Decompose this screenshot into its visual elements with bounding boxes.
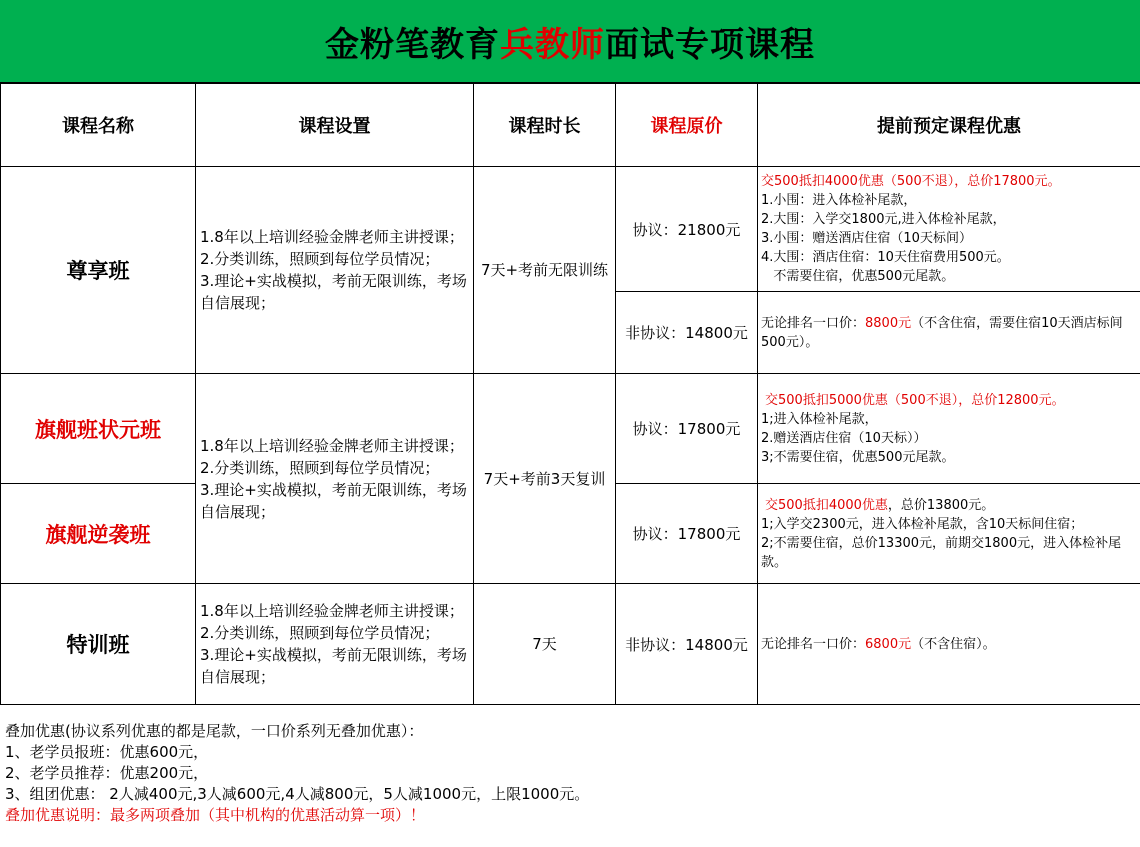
- setting-line: 2.分类训练，照顾到每位学员情况；: [200, 458, 440, 477]
- course-discount-zhuangyuan: [758, 374, 1140, 484]
- setting-line: 2.分类训练，照顾到每位学员情况；: [200, 624, 440, 642]
- footer-line: 3、组团优惠： 2人减400元,3人减600元,4人减800元，5人减1000元，上限1000元。: [5, 785, 590, 803]
- course-name-zhuangyuan: 旗舰班状元班: [1, 374, 196, 484]
- discount-line: 2;不需要住宿，总价13300元，前期交1800元，进入体检补尾款。: [761, 535, 1122, 570]
- discount-headline: [761, 496, 1137, 515]
- title-part2: 兵教师: [500, 24, 605, 65]
- course-setting-zunxiang: [196, 167, 474, 374]
- footer-line: 叠加优惠(协议系列优惠的都是尾款，一口价系列无叠加优惠）：: [5, 722, 424, 740]
- course-name-zunxiang: 尊享班: [1, 167, 196, 374]
- setting-line: 1.8年以上培训经验金牌老师主讲授课；: [200, 602, 464, 620]
- course-duration-zunxiang: 7天+考前无限训练: [474, 167, 616, 374]
- setting-line: 1.8年以上培训经验金牌老师主讲授课；: [200, 436, 464, 455]
- header-row: [1, 84, 1140, 167]
- discount-line: 不需要住宿，优惠500元尾款。: [761, 269, 955, 284]
- footer-line: 2、老学员推荐：优惠200元，: [5, 764, 209, 782]
- setting-line: 3.理论+实战模拟，考前无限训练，考场自信展现；: [200, 272, 467, 312]
- table-row: [1, 584, 1140, 705]
- course-discount-nixi: [758, 484, 1140, 584]
- discount-headline-red: 交500抵扣4000优惠: [765, 497, 888, 513]
- stacking-discount-notes: [0, 704, 1140, 847]
- discount-line: 2.大围：入学交1800元,进入体检补尾款，: [761, 212, 1006, 227]
- title-part3: 面试专项课程: [605, 24, 815, 65]
- setting-line: 3.理论+实战模拟，考前无限训练，考场自信展现；: [200, 480, 467, 521]
- page-title: [0, 0, 1140, 83]
- course-price-nixi: 协议：17800元: [616, 484, 758, 584]
- table-row: [1, 374, 1140, 484]
- discount-line: 1.小围：进入体检补尾款，: [761, 193, 917, 208]
- course-price-zunxiang-agreement: 协议：21800元: [616, 167, 758, 292]
- discount-suffix: （不含住宿）。: [911, 636, 996, 652]
- discount-line: 3.小围：赠送酒店住宿（10天标间）: [761, 231, 972, 246]
- course-price-zunxiang-nonagreement: 非协议：14800元: [616, 292, 758, 374]
- course-price-zhuangyuan: 协议：17800元: [616, 374, 758, 484]
- course-name-texun: 特训班: [1, 584, 196, 705]
- discount-headline: 交500抵扣5000优惠（500不退），总价12800元。: [765, 392, 1065, 408]
- discount-headline-rest: ，总价13800元。: [887, 497, 995, 513]
- title-part1: 金粉笔教育: [325, 24, 500, 65]
- header-duration: 课程时长: [474, 84, 616, 167]
- discount-suffix: （不含住宿，需要住宿10天酒店标间500元）。: [761, 315, 1123, 350]
- discount-line: 3;不需要住宿，优惠500元尾款。: [761, 449, 955, 465]
- footer-line: 1、老学员报班：优惠600元，: [5, 743, 209, 761]
- course-discount-zunxiang-nonagreement: [758, 292, 1140, 374]
- table-row: [1, 167, 1140, 292]
- discount-price: 8800元: [865, 315, 912, 331]
- course-setting-texun: [196, 584, 474, 705]
- discount-prefix: 无论排名一口价：: [761, 636, 866, 652]
- header-price: 课程原价: [616, 84, 758, 167]
- discount-line: 2.赠送酒店住宿（10天标））: [761, 430, 927, 446]
- setting-line: 2.分类训练，照顾到每位学员情况；: [200, 250, 440, 268]
- discount-line: 1;入学交2300元，进入体检补尾款，含10天标间住宿；: [761, 516, 1084, 532]
- course-name-nixi: 旗舰逆袭班: [1, 484, 196, 584]
- course-price-texun: 非协议：14800元: [616, 584, 758, 705]
- course-duration-flagship: 7天+考前3天复训: [474, 374, 616, 584]
- course-duration-texun: 7天: [474, 584, 616, 705]
- header-setting: 课程设置: [196, 84, 474, 167]
- course-discount-texun: [758, 584, 1140, 705]
- footer-note: 叠加优惠说明：最多两项叠加（其中机构的优惠活动算一项）！: [5, 806, 426, 824]
- setting-line: 1.8年以上培训经验金牌老师主讲授课；: [200, 228, 464, 246]
- header-name: 课程名称: [1, 84, 196, 167]
- discount-headline: 交500抵扣4000优惠（500不退），总价17800元。: [761, 174, 1061, 189]
- discount-price: 6800元: [865, 636, 912, 652]
- header-discount: 提前预定课程优惠: [758, 84, 1140, 167]
- course-table: [0, 83, 1140, 705]
- course-discount-zunxiang-agreement: [758, 167, 1140, 292]
- discount-line: 1;进入体检补尾款，: [761, 411, 878, 427]
- discount-line: 4.大围：酒店住宿：10天住宿费用500元。: [761, 250, 1010, 265]
- setting-line: 3.理论+实战模拟，考前无限训练，考场自信展现；: [200, 646, 467, 686]
- course-setting-flagship: [196, 374, 474, 584]
- discount-prefix: 无论排名一口价：: [761, 315, 866, 331]
